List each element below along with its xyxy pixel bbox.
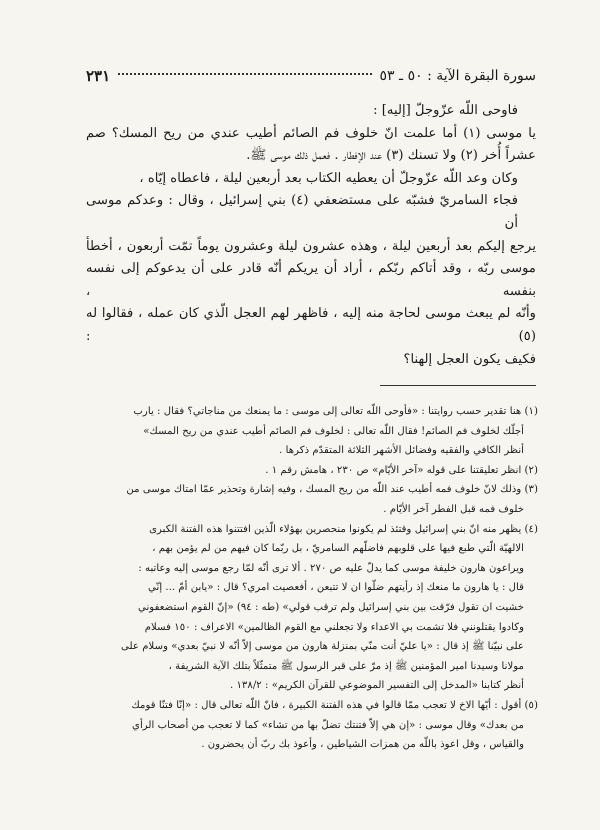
text-line: فكيف يكون العجل إلهنا؟ [403,351,536,367]
footnote-line: مولانا وسيدنا امير المؤمنين ﷺ إذ مرّ على قبر الرسول ﷺ متمثّلاً بتلك الآية الشريفة ، [168,660,524,672]
main-text [86,100,536,371]
footnote-line: أنظر كتابنا «المدخل إلى التفسير الموضوعي للقرآن الكريم» : ١٣٨/٢ . [229,680,524,692]
footnote-line: قال : يا هارون ما منعك إذ رأيتهم ضلّوا ان لا تتبعن ، أفعصيت امري؟ قال : «يابن أمّ ... إنّي [148,582,524,594]
header-dotted-rule [118,73,371,75]
footnote-line: (١) هنا تقدير حسب روايتنا : «فأوحى اللّه تعالى إلى موسى : ما يمنعك من مناجاتي؟ فقال : يارب [133,406,538,417]
footnote-line: خلوف فمه قبل الفطر آخر الأيّام . [383,503,524,515]
text-line: وأنّه لم يبعث موسى لحاجة منه إليه ، فاظهر لهم العجل الّذي كان عمله ، فقالوا له (٥) : [86,306,536,344]
footnote-line: أنظر الكافي والفقيه وفضائل الأشهر الثلاثة المتقدّم ذكرها . [279,445,524,457]
footnote-divider [380,385,536,386]
footnote-line: (٤) يظهر منه انّ بني إسرائيل وقتئذ لم يكونوا منحصرين بهؤلاء الّذين افتتنوا هذه الفتنة الكبرى [149,523,538,535]
running-title: سورة البقرة الآية : ٥٠ ـ ٥٣ [379,68,536,84]
text-line: عشراً أُخر (٢) ولا تسنك (٣) عند الإفطار . فعمل ذلك موسى ﷺ. [246,148,536,164]
text-line: فجاء السامريّ فشبّه على مستضعفي (٤) بني إسرائيل ، وقال : وعدكم موسى أن [86,193,518,231]
footnote-line: والقياس ، وقل اعوذ باللّه من همزات الشياطين ، وأعوذ بك ربّ أن يحضرون . [201,739,524,751]
footnote-line: خشيت ان تقول فرّقت بين بني إسرائيل ولم ترقب قولي» (طه : ٩٤) «إنّ القوم استضعفوني [137,601,524,613]
page-header [86,66,536,86]
footnote-line: (٢) انظر تعليقتنا على قوله «آخر الأيّام» ص ٢٣٠ ، هامش رقم ١ . [265,464,538,476]
footnote-line: (٣) وذلك لانّ خلوف فمه أطيب عند اللّه من ريح المسك ، وفيه إشارة وتحذير عمّا امتاك موسى من [126,484,538,496]
page-number: ٢٣١ [86,67,111,85]
text-line: موسى ربّه ، وقد أتاكم ربّكم ، أراد أن يريكم أنّه قادر على أن يدعوكم إلى نفسه بنفسه ، [86,261,536,299]
footnote-line: (٥) أقول : أيّها الاخ لا تعجب ممّا قالوا في هذه الفتنة الكبيرة ، فانّ اللّه تعالى قال : «إنّا فتنّا قومك [131,699,538,711]
footnotes [82,402,538,755]
footnote-line: ويراعون هارون خليفة موسى كما يدلّ عليه ص ٢٧٠ . ألا ترى أنّه لمّا رجع موسى إليه وعاتبه : [138,562,524,574]
footnote-line: وكادوا يقتلونني فلا تشمت بي الاعداء ولا تجعلني مع القوم الظالمين» الاعراف : ١٥٠ فسلام [144,621,524,633]
footnote-line: أجلّك لخلوف فم الصائم! فقال اللّه تعالى : لخلوف فم الصائم أطيب عندي من ريح المسك» [143,425,524,437]
footnote-line: من بعدك» وقال موسى : «إن هي إلاّ فتنتك تضلّ بها من تشاء» كما لا تعجب من أصحاب الرأي [131,719,524,731]
footnote-line: الالهيّة الّتي طبع فيها على قلوبهم فاضلّهم السامريّ ، بل ربّما كان فيهم من لم يؤمن بهم ، [152,543,524,555]
text-line: يا موسى (١) أما علمت انّ خلوف فم الصائم أطيب عندي من ريح المسك؟ صم [86,125,536,141]
text-line: يرجع إليكم بعد أربعين ليلة ، وهذه عشرون ليلة وعشرون يوماً تمّت أربعون ، أخطأ [86,238,536,254]
text-line: وكان وعد اللّه عزّوجلّ أن يعطيه الكتاب بعد أربعين ليلة ، فاعطاه إيّاه ، [139,170,518,186]
text-line: فاوحى اللّه عزّوجلّ [إليه] : [373,103,518,118]
footnote-line: على نبيّنا ﷺ إذ قال : «يا عليّ أنت منّي بمنزلة هارون من موسى إلاّ أنّه لا نبيّ بعدي» وسلام على [121,641,524,653]
